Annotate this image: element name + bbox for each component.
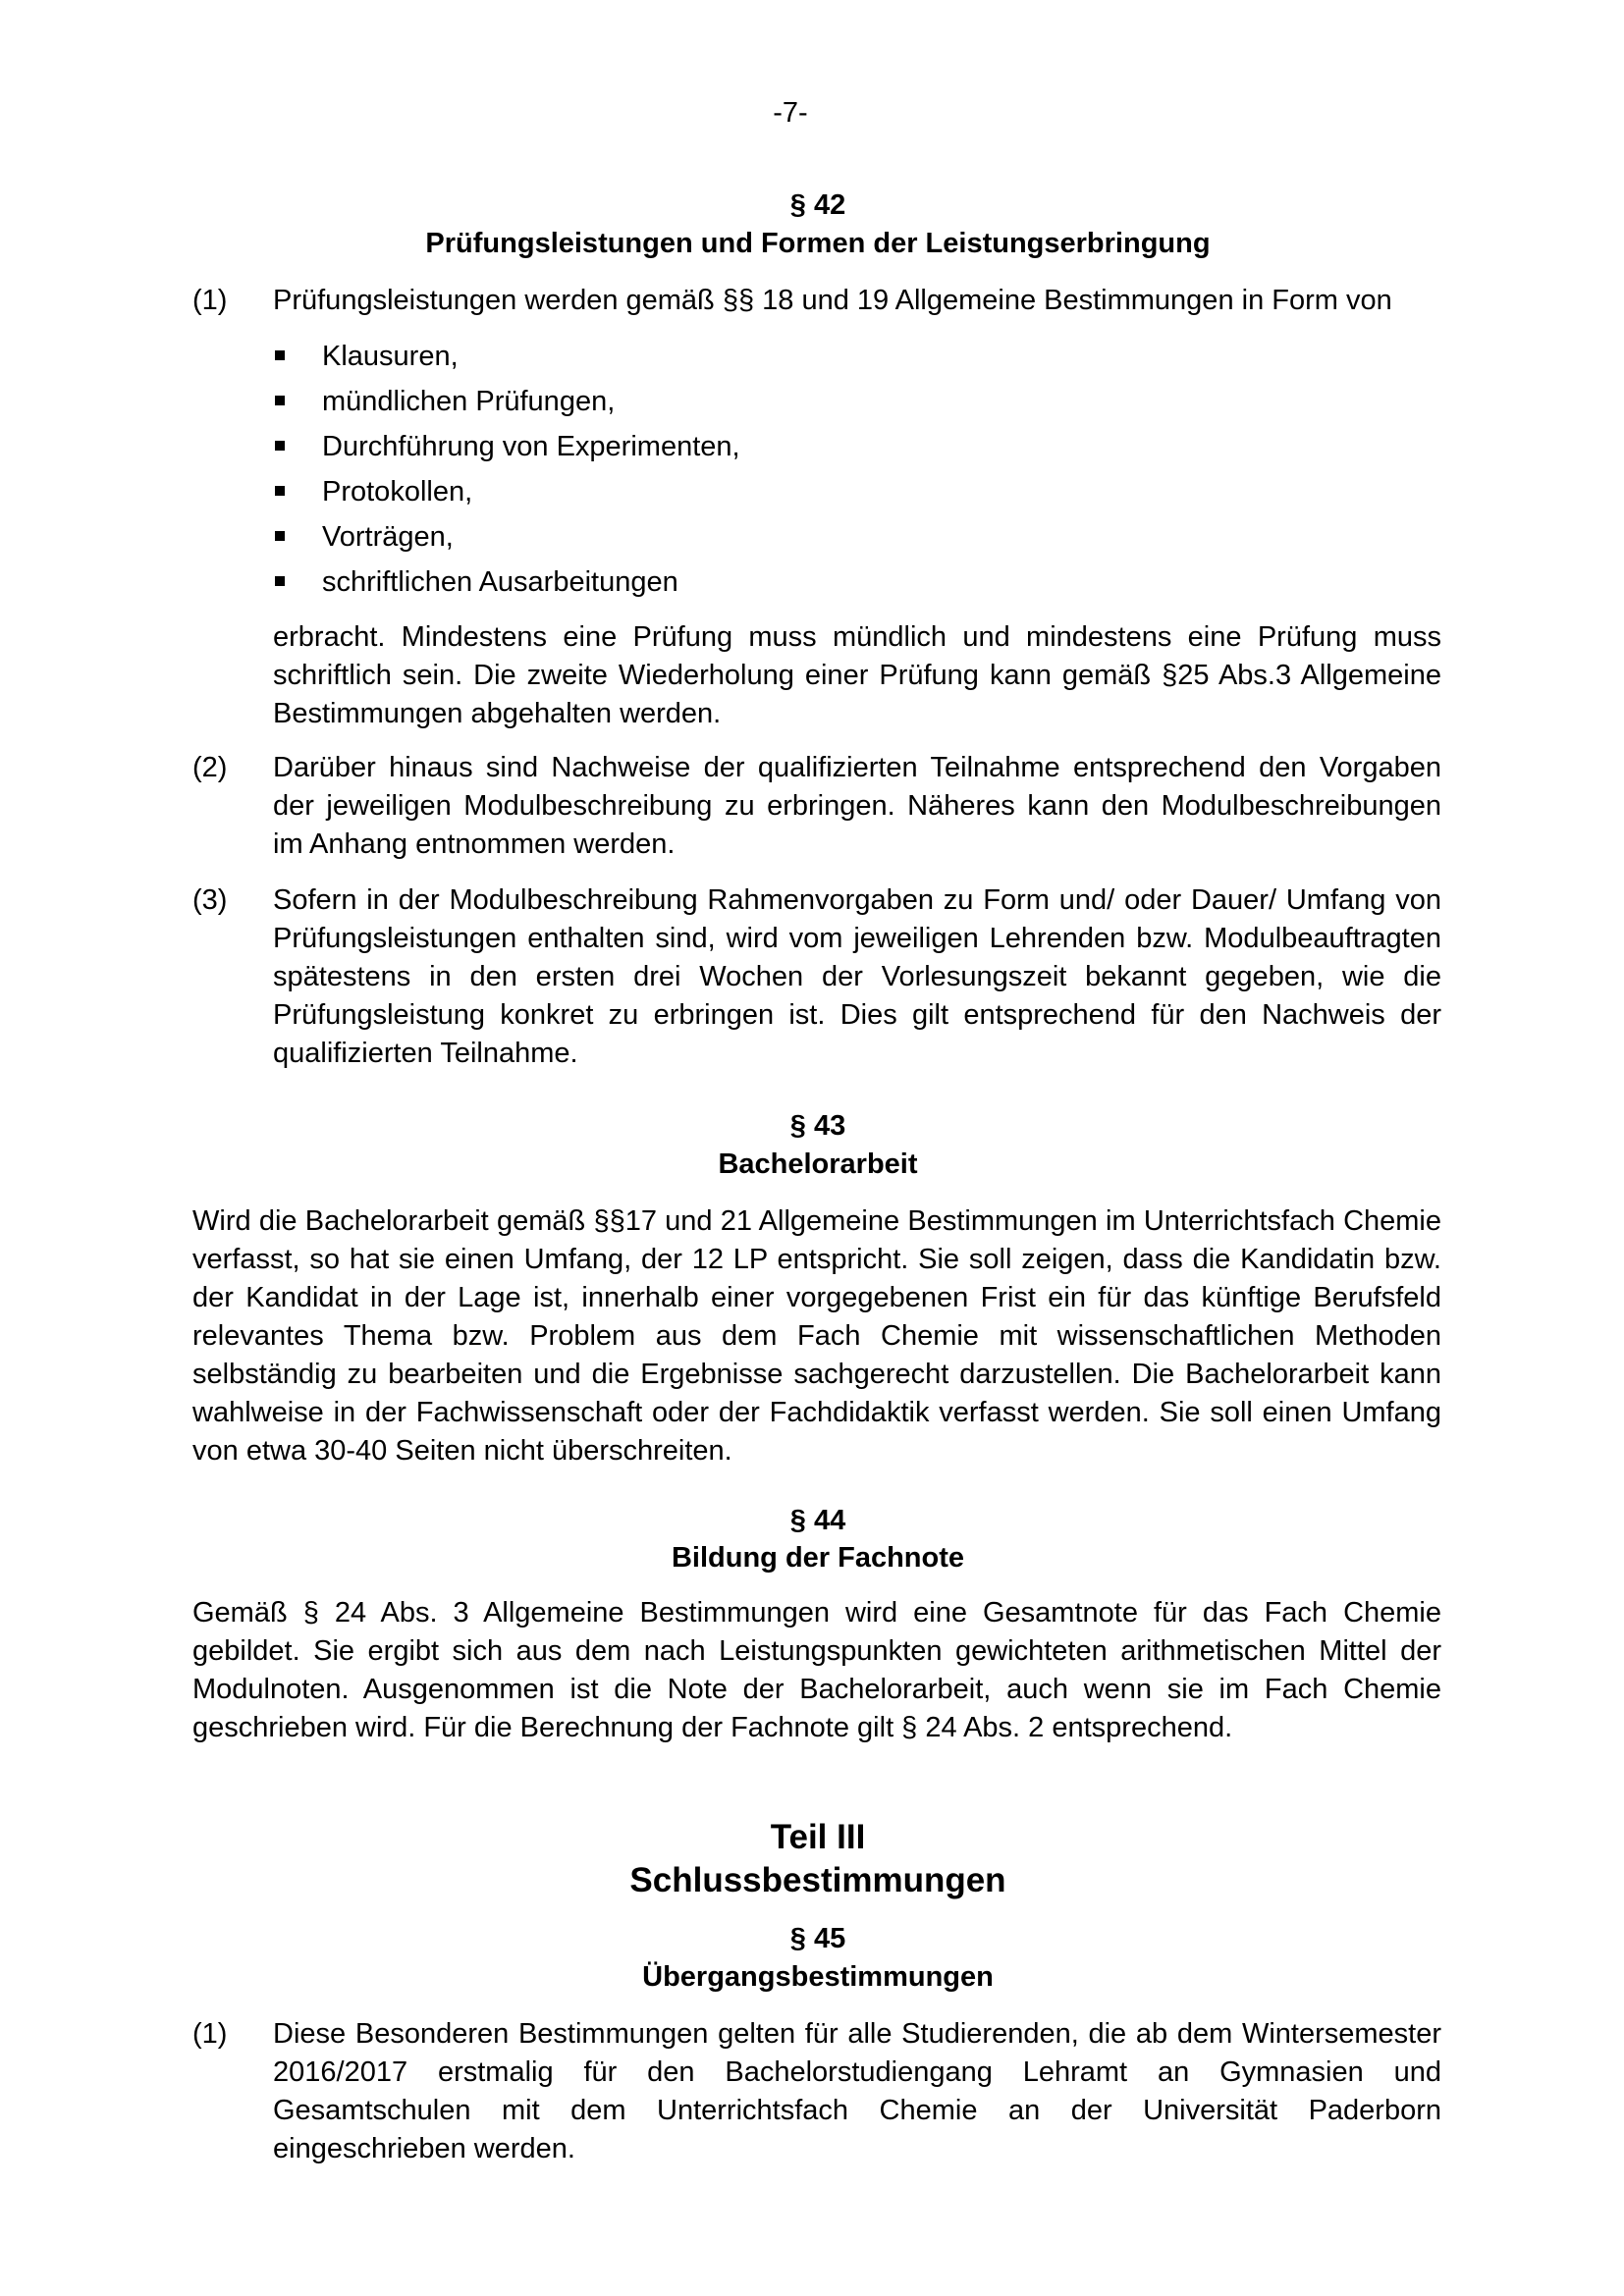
s45-paragraph-1-label: (1) xyxy=(192,2018,228,2050)
section-44-number: § 44 xyxy=(789,1505,846,1536)
section-42-title: Prüfungsleistungen und Formen der Leistungserbringung xyxy=(425,228,1211,259)
bullet-square-icon xyxy=(275,531,285,541)
part-3-subtitle: Schlussbestimmungen xyxy=(629,1861,1006,1899)
list-item: Klausuren, xyxy=(273,334,1441,379)
section-43-title: Bachelorarbeit xyxy=(718,1148,918,1180)
s45-paragraph-1-text: Diese Besonderen Bestimmungen gelten für alle Studierenden, die ab dem Wintersemester 2016/2017 erstmalig für den Bachelorstudiengang Lehramt an Gymnasien und Gesamtschulen mit dem Unterrichtsfach Chemie an der Universität Paderborn eingeschrieben werden. xyxy=(273,2018,1441,2164)
list-item: Vorträgen, xyxy=(273,514,1441,560)
list-item: Protokollen, xyxy=(273,469,1441,514)
list-item: mündlichen Prüfungen, xyxy=(273,379,1441,424)
s42-paragraph-2-label: (2) xyxy=(192,752,228,783)
section-44-text: Gemäß § 24 Abs. 3 Allgemeine Bestimmungen wird eine Gesamtnote für das Fach Chemie gebildet. Sie ergibt sich aus dem nach Leistungspunkten gewichteten arithmetischen Mittel der Modulnoten. Ausgenommen ist die Note der Bachelorarbeit, auch wenn sie im Fach Chemie geschrieben wird. Für die Berechnung der Fachnote gilt § 24 Abs. 2 entsprechend. xyxy=(192,1597,1441,1743)
section-45-title: Übergangsbestimmungen xyxy=(642,1961,994,1993)
section-43-number: § 43 xyxy=(789,1110,846,1142)
s42-paragraph-2-text: Darüber hinaus sind Nachweise der qualifizierten Teilnahme entsprechend den Vorgaben der jeweiligen Modulbeschreibung zu erbringen. Näheres kann den Modulbeschreibungen im Anhang entnommen werden. xyxy=(273,752,1441,860)
section-42-number: § 42 xyxy=(789,189,846,221)
bullet-square-icon xyxy=(275,396,285,405)
s42-paragraph-1-intro: Prüfungsleistungen werden gemäß §§ 18 und 19 Allgemeine Bestimmungen in Form von xyxy=(273,285,1392,316)
section-44-title: Bildung der Fachnote xyxy=(671,1542,965,1574)
exam-forms-list xyxy=(273,334,1441,605)
bullet-square-icon xyxy=(275,576,285,586)
s42-paragraph-1-outro: erbracht. Mindestens eine Prüfung muss mündlich und mindestens eine Prüfung muss schriftlich sein. Die zweite Wiederholung einer Prüfung kann gemäß §25 Abs.3 Allgemeine Bestimmungen abgehalten werden. xyxy=(273,621,1441,729)
s42-paragraph-1-label: (1) xyxy=(192,285,228,316)
bullet-square-icon xyxy=(275,350,285,360)
part-3-title: Teil III xyxy=(770,1818,866,1856)
bullet-square-icon xyxy=(275,441,285,451)
bullet-square-icon xyxy=(275,486,285,496)
section-45-number: § 45 xyxy=(789,1923,846,1954)
list-item: Durchführung von Experimenten, xyxy=(273,424,1441,469)
s42-paragraph-3-text: Sofern in der Modulbeschreibung Rahmenvorgaben zu Form und/ oder Dauer/ Umfang von Prüfungsleistungen enthalten sind, wird vom jeweiligen Lehrenden bzw. Modulbeauftragten spätestens in den ersten drei Wochen der Vorlesungszeit bekannt gegeben, wie die Prüfungsleistung konkret zu erbringen ist. Dies gilt entsprechend für den Nachweis der qualifizierten Teilnahme. xyxy=(273,884,1441,1069)
section-43-text: Wird die Bachelorarbeit gemäß §§17 und 21 Allgemeine Bestimmungen im Unterrichtsfach Chemie verfasst, so hat sie einen Umfang, der 12 LP entspricht. Sie soll zeigen, dass die Kandidatin bzw. der Kandidat in der Lage ist, innerhalb einer vorgegebenen Frist ein für das künftige Berufsfeld relevantes Thema bzw. Problem aus dem Fach Chemie mit wissenschaftlichen Methoden selbständig zu bearbeiten und die Ergebnisse sachgerecht darzustellen. Die Bachelorarbeit kann wahlweise in der Fachwissenschaft oder der Fachdidaktik verfasst werden. Sie soll einen Umfang von etwa 30-40 Seiten nicht überschreiten. xyxy=(192,1205,1441,1467)
s42-paragraph-3-label: (3) xyxy=(192,884,228,916)
page-number: -7- xyxy=(773,97,808,129)
list-item: schriftlichen Ausarbeitungen xyxy=(273,560,1441,605)
